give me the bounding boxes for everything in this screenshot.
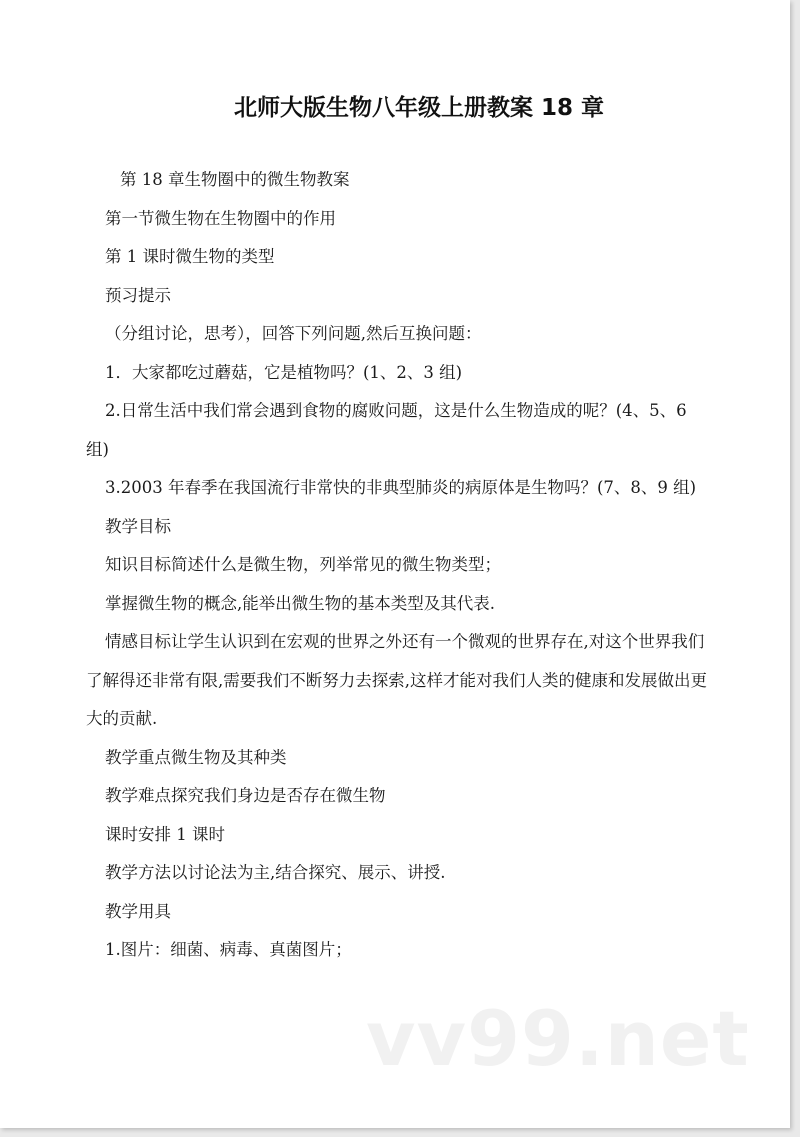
paragraph: 教学难点探究我们身边是否存在微生物: [105, 786, 386, 805]
paragraph: 教学重点微生物及其种类: [105, 747, 287, 767]
paragraph: 2.日常生活中我们常会遇到食物的腐败问题，这是什么生物造成的呢？(4、5、6 组): [86, 401, 687, 459]
paragraph: （分组讨论，思考），回答下列问题,然后互换问题：: [105, 324, 482, 343]
paragraph: 课时安排 1 课时: [105, 824, 225, 844]
paragraph: 第 1 课时微生物的类型: [105, 247, 275, 266]
paragraph: 1.图片：细菌、病毒、真菌图片；: [105, 940, 352, 959]
document-title: 北师大版生物八年级上册教案 18 章: [233, 95, 605, 121]
paragraph: 3.2003 年春季在我国流行非常快的非典型肺炎的病原体是生物吗？(7、8、9 组): [105, 478, 697, 497]
paragraph: 教学方法以讨论法为主,结合探究、展示、讲授.: [105, 863, 446, 882]
paragraph: 教学目标: [105, 516, 171, 536]
paragraph: 第 18 章生物圈中的微生物教案: [120, 170, 350, 189]
paragraph: 知识目标简述什么是微生物，列举常见的微生物类型；: [105, 555, 501, 574]
paragraph: 1．大家都吃过蘑菇，它是植物吗？(1、2、3 组): [105, 362, 463, 382]
paragraph: 掌握微生物的概念,能举出微生物的基本类型及其代表.: [105, 593, 495, 613]
paragraph: 情感目标让学生认识到在宏观的世界之外还有一个微观的世界存在,对这个世界我们了解得还非常有限,需要我们不断努力去探索,这样才能对我们人类的健康和发展做出更大的贡献.: [86, 632, 707, 728]
paragraph: 第一节微生物在生物圈中的作用: [105, 208, 336, 228]
watermark: vv99.net: [366, 994, 750, 1083]
paragraph: 预习提示: [105, 285, 171, 305]
document-body: [86, 161, 708, 970]
paragraph: 教学用具: [105, 901, 171, 921]
